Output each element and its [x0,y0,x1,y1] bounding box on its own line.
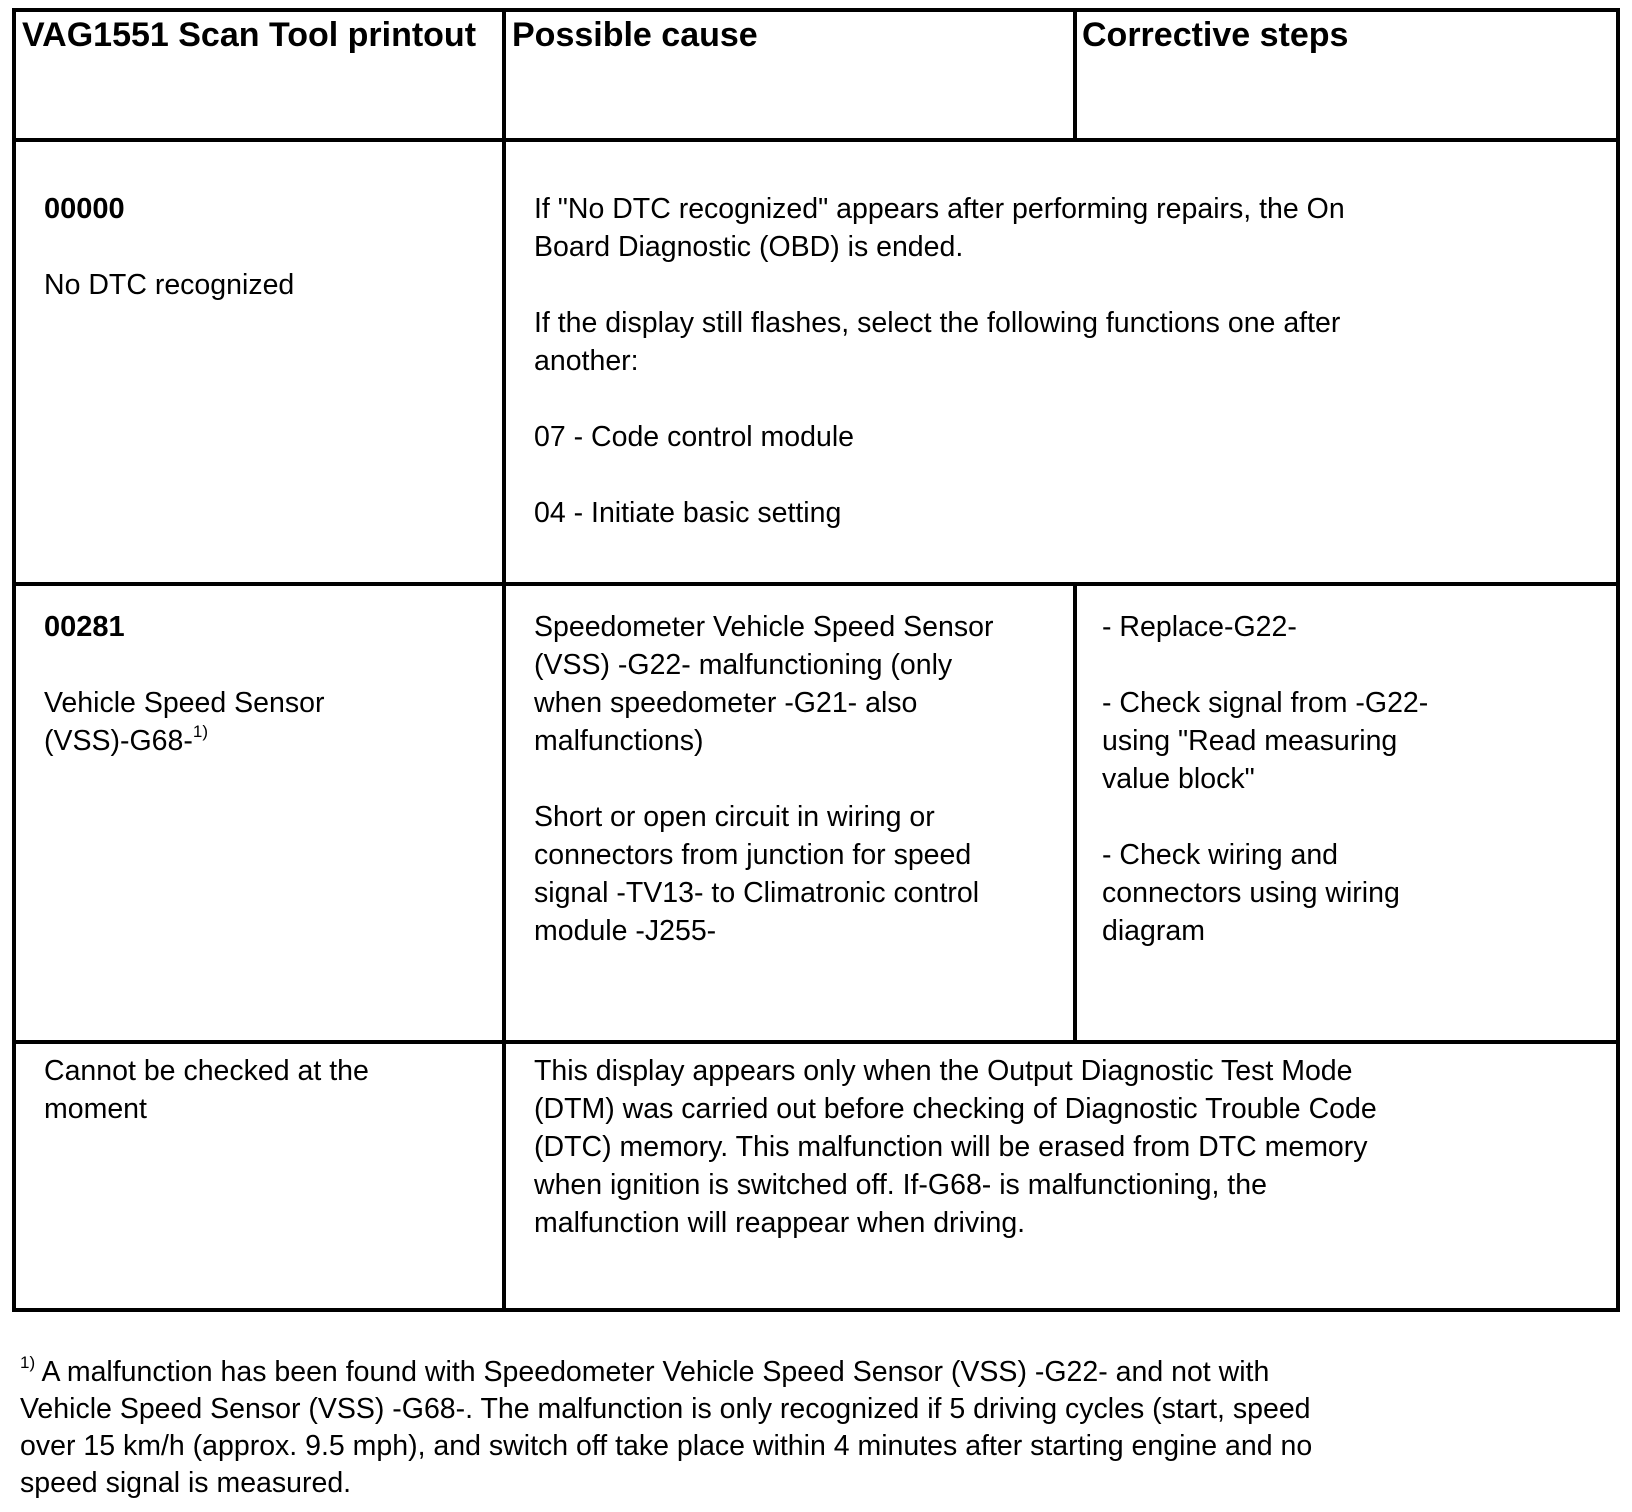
header-possible-cause: Possible cause [512,16,758,54]
footnote-ref: 1) [192,722,208,741]
header-printout: VAG1551 Scan Tool printout [22,16,477,54]
row-00281-printout [44,608,364,760]
column-divider-1 [502,12,506,1308]
row-divider-1 [16,582,1616,586]
step-item: - Check signal from -G22- using "Read measuring value block" [1102,687,1429,795]
row-unchecked-printout [44,1052,404,1128]
footnote-marker: 1) [20,1353,36,1372]
column-divider-2-mid [1073,586,1077,1044]
function-item: 07 - Code control module [534,421,855,453]
row-00000-cause [534,190,1404,532]
cause-text: If "No DTC recognized" appears after performing repairs, the On Board Diagnostic (OBD) is ended. [534,193,1345,263]
cause-text: If the display still flashes, select the following functions one after another: [534,307,1341,377]
function-item: 04 - Initiate basic setting [534,497,842,529]
cause-text: Speedometer Vehicle Speed Sensor (VSS) -G22- malfunctioning (only when speedometer -G21- also malfunctions) [534,611,994,757]
dtc-code: 00281 [44,611,125,643]
header-corrective-steps: Corrective steps [1082,16,1349,54]
diagnostic-table [12,8,1620,1312]
step-item: - Replace-G22- [1102,611,1297,643]
step-item: - Check wiring and connectors using wiring diagram [1102,839,1400,947]
column-divider-2-top [1073,12,1077,142]
dtc-label: Vehicle Speed Sensor (VSS)-G68-$^{1)}$ [44,687,325,757]
row-divider-2 [16,1040,1616,1044]
dtc-code: 00000 [44,193,125,225]
row-00281-steps [1102,608,1472,950]
row-00000-printout [44,190,484,304]
cause-text: Short or open circuit in wiring or connectors from junction for speed signal -TV13- to Climatronic control module -J255- [534,801,980,947]
header-divider [16,138,1616,142]
row-00281-cause [534,608,1014,950]
dtc-label: Cannot be checked at the moment [44,1055,369,1125]
dtc-label: No DTC recognized [44,269,295,301]
row-unchecked-cause [534,1052,1404,1242]
footnote [20,1354,1340,1502]
cause-text: This display appears only when the Output Diagnostic Test Mode (DTM) was carried out before checking of Diagnostic Trouble Code (DTC) memory. This malfunction will be erased from DTC memory when ignition is switched off. If-G68- is malfunctioning, the malfunction will reappear when driving. [534,1055,1377,1239]
footnote-text: A malfunction has been found with Speedometer Vehicle Speed Sensor (VSS) -G22- and not with Vehicle Speed Sensor (VSS) -G68-. The malfunction is only recognized if 5 driving cycles (start, speed over 15 km/h (approx. 9.5 mph), and switch off take place within 4 minutes after starting engine and no speed signal is measured. [20,1356,1313,1499]
